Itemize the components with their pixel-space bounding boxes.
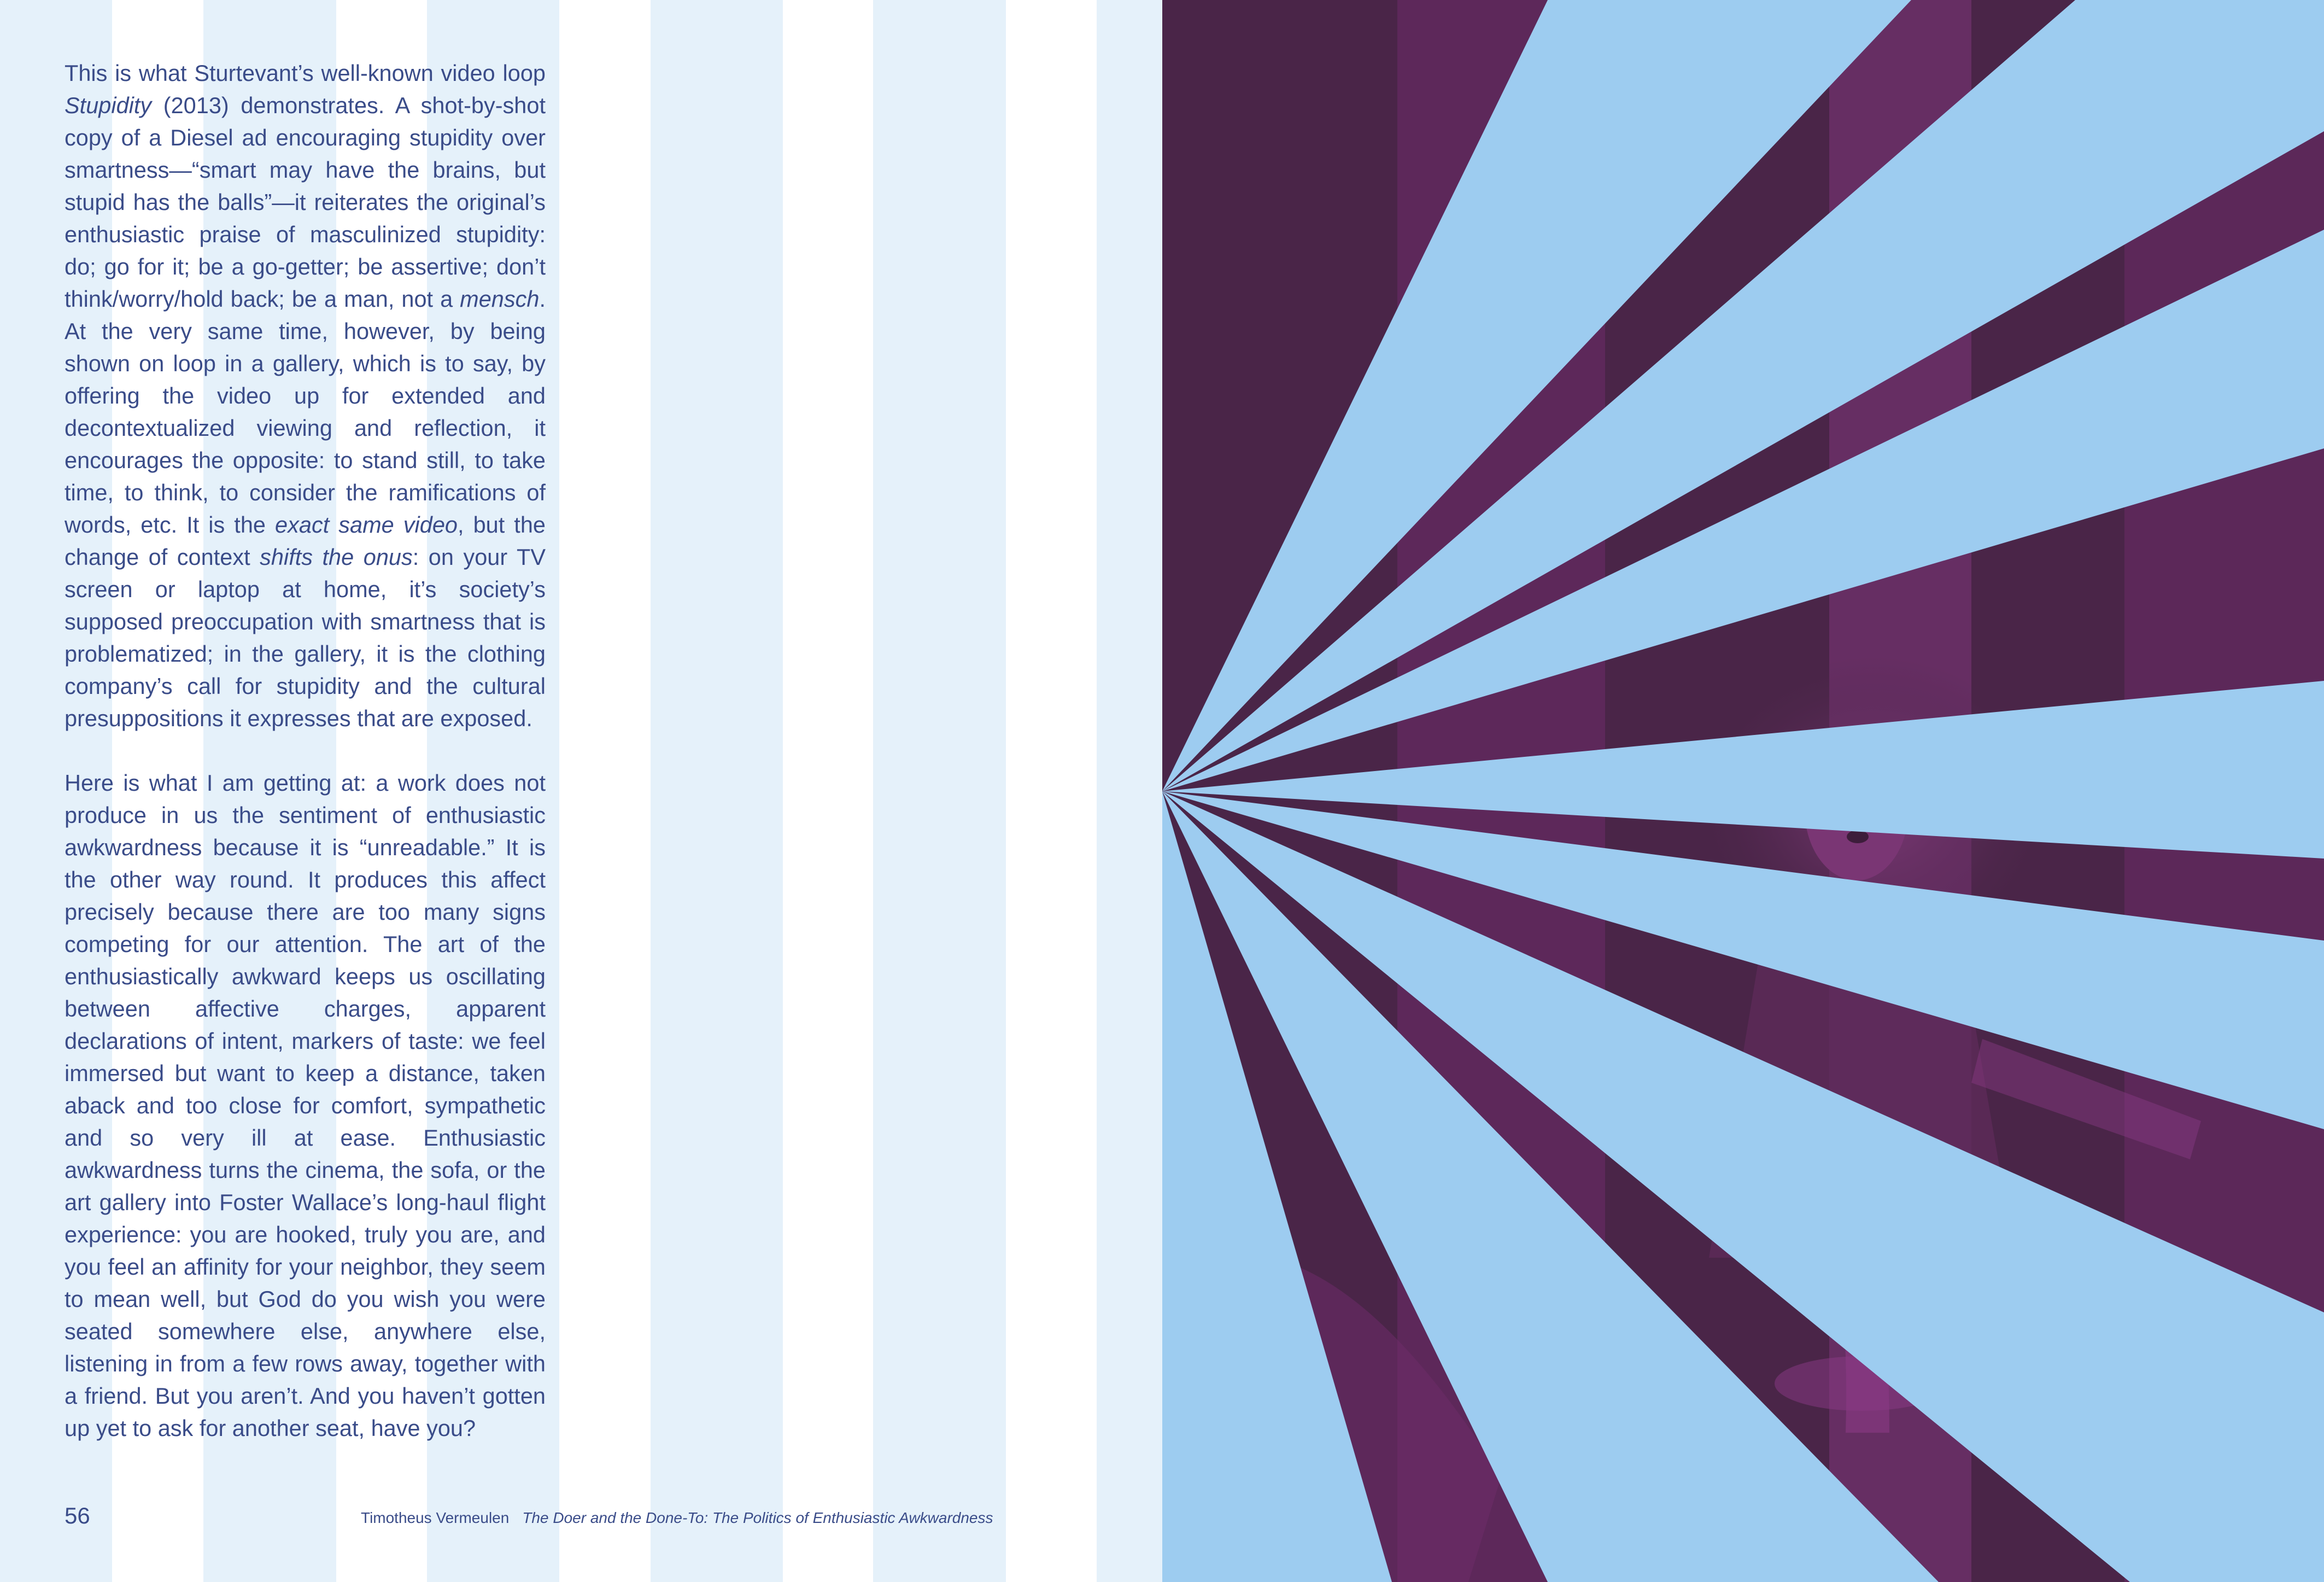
body-paragraph — [65, 767, 546, 1444]
background-stripe — [1097, 0, 1162, 1582]
body-paragraph — [65, 57, 546, 734]
running-footer — [361, 1509, 993, 1527]
background-stripe — [873, 0, 1006, 1582]
text-run: . At the very same time, however, by being shown on loop in a gallery, which is to say, by offering the video up for extended and decontextualized viewing and reflection, it encourages the opposite: to stand still, to take time, to think, to consider the ramifications of words, etc. It is the — [65, 286, 546, 538]
text-run: This is what Sturtevant’s well-known video loop — [65, 60, 546, 86]
text-run: : on your TV screen or laptop at home, it’s society’s supposed preoccupation with smartness that is problematized; in the gallery, it is the clothing company’s call for stupidity and the cultural presuppositions it expresses that are exposed. — [65, 544, 546, 731]
italic-text-run: mensch — [460, 286, 540, 312]
text-run: Here is what I am getting at: a work does not produce in us the sentiment of enthusiastic awkwardness because it is “unreadable.” It is the other way round. It produces this affect precisely because there are too many signs competing for our attention. The art of the enthusiastically awkward keeps us oscillating between affective charges, apparent declarations of intent, markers of taste: we feel immersed but want to keep a distance, taken aback and too close for comfort, sympathetic and so very ill at ease. Enthusiastic awkwardness turns the cinema, the sofa, or the art gallery into Foster Wallace’s long-haul flight experience: you are hooked, truly you are, and you feel an affinity for your neighbor, they seem to mean well, but God do you wish you were seated somewhere else, anywhere else, listening in from a few rows away, together with a friend. But you aren’t. And you haven’t gotten up yet to ask for another seat, have you? — [65, 770, 546, 1441]
italic-text-run: shifts the onus — [260, 544, 413, 570]
text-run: , but the change of context — [65, 512, 546, 570]
body-text — [65, 57, 546, 1444]
running-footer-title: The Doer and the Done-To: The Politics of Enthusiastic Awkwardness — [522, 1509, 993, 1526]
running-footer-author: Timotheus Vermeulen — [361, 1509, 510, 1526]
italic-text-run: Stupidity — [65, 92, 152, 118]
background-stripe — [651, 0, 783, 1582]
italic-text-run: exact same video — [275, 512, 458, 538]
text-run: (2013) demonstrates. A shot-by-shot copy of a Diesel ad encouraging stupidity over smartness—“smart may have the brains, but stupid has the balls”—it reiterates the original’s enthusiastic praise of masculinized stupidity: do; go for it; be a go-getter; be assertive; don’t think/worry/hold back; be a man, not a — [65, 92, 546, 312]
sunburst-artwork — [1162, 0, 2324, 1582]
page-number: 56 — [65, 1503, 90, 1528]
